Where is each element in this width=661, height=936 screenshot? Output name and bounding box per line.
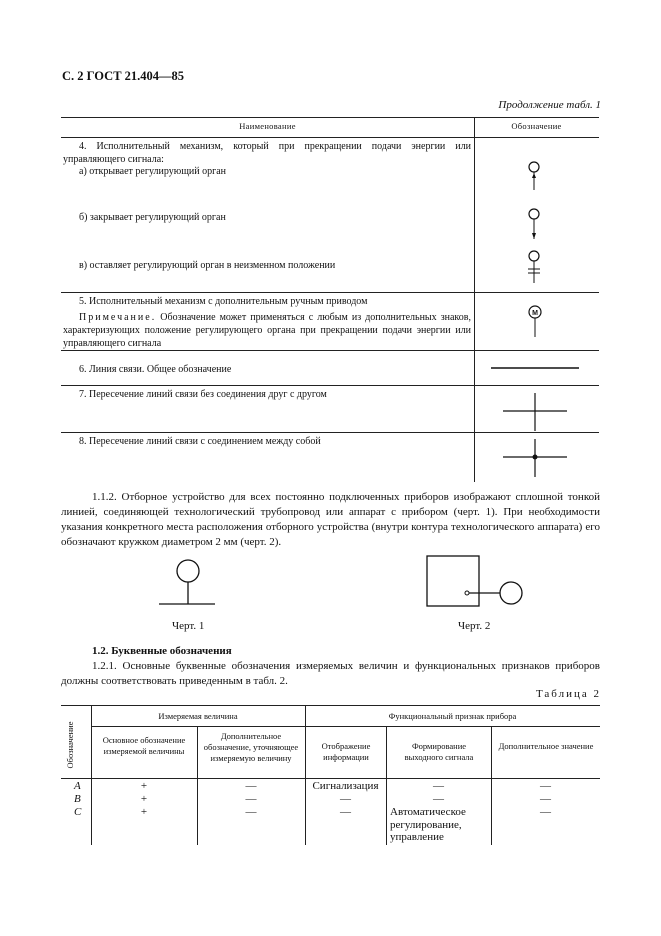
row4b-text: б) закрывает регулирующий орган [79,212,226,223]
row-letter: C [74,806,82,818]
column-header-name: Наименование [239,121,296,131]
column-divider [305,705,306,845]
actuator-opens-symbol [523,160,545,192]
cell-basic: + [140,793,148,805]
paragraph-1-1-2: 1.1.2. Отборное устройство для всех постоянно подключенных приборов изображают сплошной тонкой линией, соединяющей технологический трубопровод или аппарат с прибором (черт. 1). При необходимости указания конкретного места расположения отборного устройства (внутри контура технологического аппарата) его обозначают кружком диаметром 2 мм (черт. 2). [61,491,600,548]
column-header-output: Формирование выходного сигнала [404,741,474,762]
cell-display: — [340,793,351,805]
figure-2-drawing [424,554,528,610]
cell-additional: — [245,780,257,792]
column-divider [474,117,475,482]
actuator-closes-symbol [523,207,545,241]
row8-text: 8. Пересечение линий связи с соединением между собой [79,436,321,447]
row5-text: 5. Исполнительный механизм с дополнительным ручным приводом [79,296,368,307]
page-header: С. 2 ГОСТ 21.404—85 [62,69,185,83]
column-divider [91,705,92,845]
row-divider [61,432,599,433]
column-header-basic: Основное обозначение измеряемой величины [102,735,186,756]
column-header-extra: Дополнительное значение [498,741,594,751]
cell-output: — [433,793,444,805]
row-divider [61,350,599,351]
table-border [61,778,600,779]
paragraph-1-2-1: 1.2.1. Основные буквенные обозначения измеряемых величин и функциональных признаков приборов должны соответствовать приведенным в табл. 2. [61,660,600,687]
signal-line-symbol [491,365,591,371]
table-2-caption: Таблица 2 [535,688,601,700]
table-border [91,726,600,727]
table-1 [61,115,599,482]
row7-text: 7. Пересечение линий связи без соединения друг с другом [79,389,327,400]
cell-additional: — [245,793,257,805]
section-heading-1-2: 1.2. Буквенные обозначения [92,645,232,657]
column-header-additional: Дополнительное обозначение, уточняющее измеряемую величину [203,731,299,763]
row5-note-text: Обозначение может применяться с любым из дополнительных знаков, характеризующих положение регулирующего органа при прекращении подачи энергии или управляющего сигнала [63,312,471,349]
row4a-text: а) открывает регулирующий орган [79,166,226,177]
row-divider [61,385,599,386]
cell-extra: — [540,806,551,818]
actuator-unchanged-symbol [523,249,545,285]
row-divider [61,292,599,293]
cell-basic: + [140,780,148,792]
row-letter: B [74,793,81,805]
cell-basic: + [140,806,148,818]
row5-note [63,311,471,350]
table-border [61,117,599,118]
row6-text: 6. Линия связи. Общее обозначение [79,364,232,375]
table-2 [61,705,600,845]
group-header-function: Функциональный признак прибора [388,711,517,721]
table-border [61,137,599,138]
lines-crossing-connected-symbol [501,437,571,479]
actuator-manual-drive-symbol [526,304,544,338]
table-border [61,705,600,706]
cell-extra: — [540,780,551,792]
lines-crossing-no-connection-symbol [501,391,571,433]
figure-1-drawing [155,555,217,609]
cell-output: Автоматическое регулирование, управление [390,806,466,843]
row-letter: A [74,780,81,792]
cell-output: — [433,780,444,792]
cell-display: Сигнализация [312,780,379,792]
row5-note-label: Примечание. [79,312,157,323]
figure-1-caption: Черт. 1 [172,620,205,632]
column-header-symbol: Обозначение [511,121,562,131]
group-header-measured: Измеряемая величина [158,711,238,721]
row4-text: 4. Исполнительный механизм, который при прекращении подачи энергии или управляющего сигнала: [63,141,471,165]
manual-drive-letter: М [532,310,538,317]
column-header-designation: Обозначение [65,721,75,769]
cell-additional: — [245,806,257,818]
row4c-text: в) оставляет регулирующий орган в неизменном положении [79,260,336,271]
cell-display: — [340,806,351,818]
table-continuation-label: Продолжение табл. 1 [498,99,601,111]
cell-extra: — [540,793,551,805]
column-header-display: Отображение информации [321,741,371,762]
figure-2-caption: Черт. 2 [458,620,491,632]
